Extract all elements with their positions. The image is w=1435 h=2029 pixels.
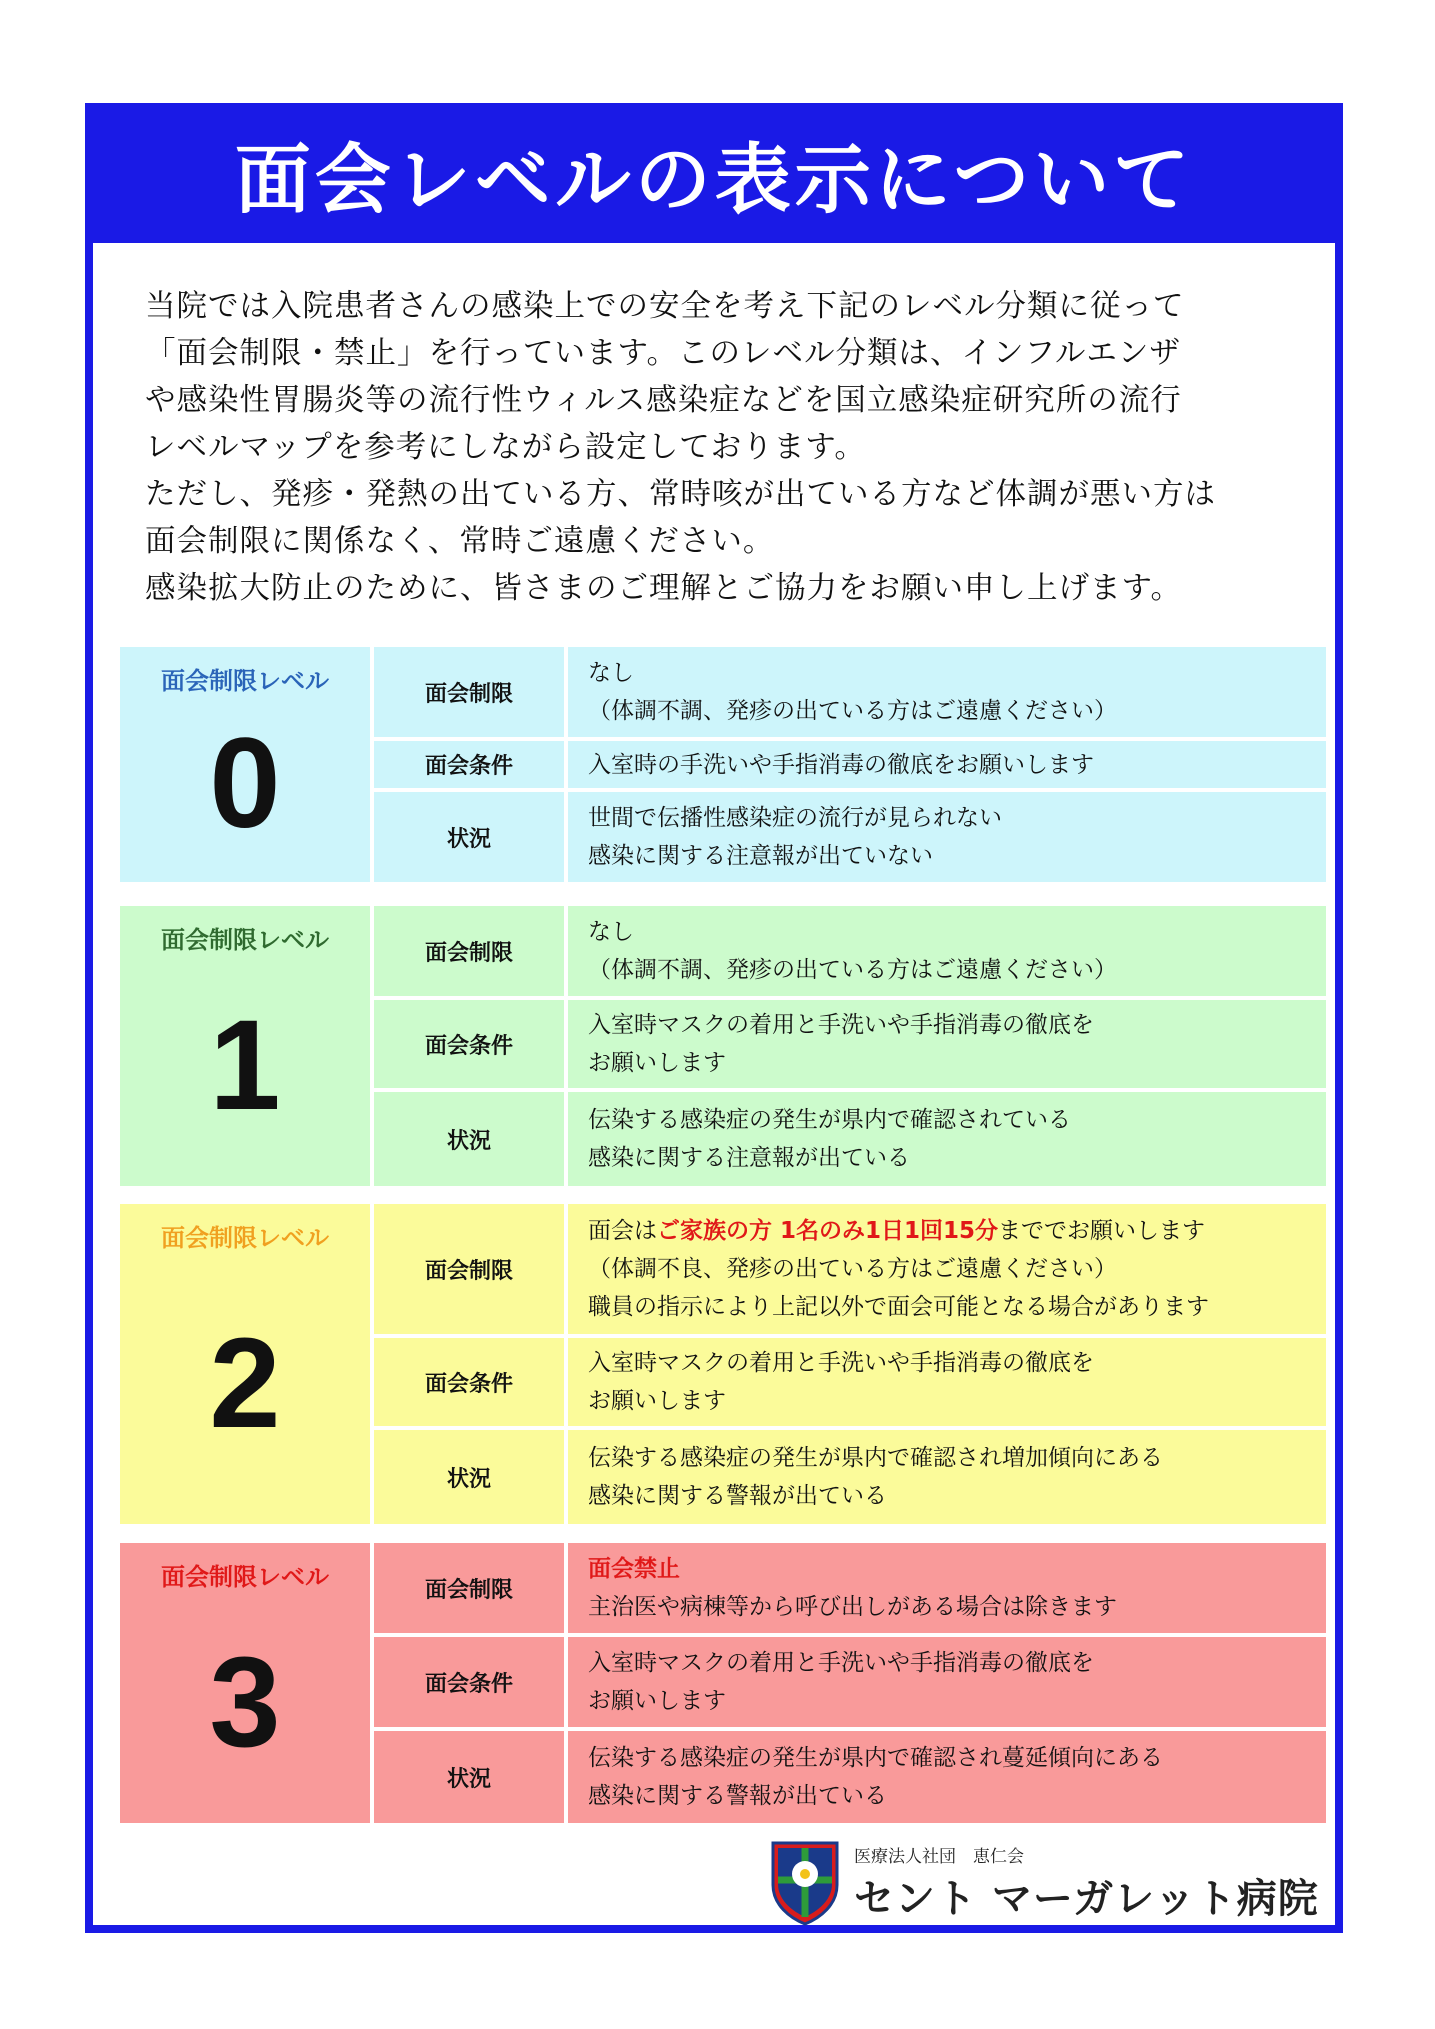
row-content xyxy=(568,1000,1326,1088)
row-content xyxy=(568,1204,1326,1334)
row-heading: 面会制限 xyxy=(374,647,564,737)
level-label: 面会制限レベル xyxy=(161,667,329,695)
content-line: 感染に関する注意報が出ている xyxy=(588,1145,910,1171)
content-line: （体調不調、発疹の出ている方はご遠慮ください） xyxy=(588,957,1117,983)
content-line: 感染に関する警報が出ている xyxy=(588,1783,887,1809)
content-line: 伝染する感染症の発生が県内で確認されている xyxy=(588,1107,1071,1133)
row-heading: 面会制限 xyxy=(374,1543,564,1633)
row-content xyxy=(568,1731,1326,1823)
restriction-row xyxy=(374,906,1326,996)
row-heading: 面会条件 xyxy=(374,1637,564,1727)
row-content xyxy=(568,1543,1326,1633)
status-row xyxy=(374,1430,1326,1524)
level-0-header xyxy=(120,647,370,882)
row-content xyxy=(568,792,1326,882)
content-line xyxy=(588,1212,1318,1250)
status-row xyxy=(374,1731,1326,1823)
row-heading: 状況 xyxy=(374,1731,564,1823)
row-heading: 状況 xyxy=(374,1430,564,1524)
level-number: 1 xyxy=(209,993,281,1137)
status-row xyxy=(374,792,1326,882)
level-number: 3 xyxy=(209,1630,281,1774)
content-line: 世間で伝播性感染症の流行が見られない xyxy=(588,805,1002,831)
content-line: お願いします xyxy=(588,1050,726,1076)
intro-line: 「面会制限・禁止」を行っています。このレベル分類は、インフルエンザ xyxy=(145,336,1181,371)
row-heading: 面会条件 xyxy=(374,1000,564,1088)
intro-line: 面会制限に関係なく、常時ご遠慮ください。 xyxy=(145,524,775,559)
row-heading: 面会制限 xyxy=(374,1204,564,1334)
row-heading: 状況 xyxy=(374,1092,564,1186)
level-number: 0 xyxy=(209,712,281,855)
row-content xyxy=(568,906,1326,996)
content-line: 入室時マスクの着用と手洗いや手指消毒の徹底を xyxy=(588,1012,1094,1038)
level-2-rows xyxy=(374,1204,1326,1524)
level-label: 面会制限レベル xyxy=(161,1563,329,1591)
corporation-name: 医療法人社団 恵仁会 xyxy=(854,1847,1024,1867)
row-heading: 状況 xyxy=(374,792,564,882)
content-line: なし xyxy=(588,660,634,686)
title-bar xyxy=(85,103,1343,243)
restriction-row xyxy=(374,1204,1326,1334)
content-line: お願いします xyxy=(588,1388,726,1414)
intro-line: ただし、発疹・発熱の出ている方、常時咳が出ている方など体調が悪い方は xyxy=(145,477,1216,512)
level-3-header xyxy=(120,1543,370,1823)
content-line: 感染に関する注意報が出ていない xyxy=(588,843,933,869)
content-line: 入室時の手洗いや手指消毒の徹底をお願いします xyxy=(588,751,1094,778)
restriction-row xyxy=(374,1543,1326,1633)
level-2-header xyxy=(120,1204,370,1524)
condition-row xyxy=(374,1338,1326,1426)
level-2-block xyxy=(120,1204,1326,1524)
intro-line: 当院では入院患者さんの感染上での安全を考え下記のレベル分類に従って xyxy=(145,289,1185,324)
row-content xyxy=(568,1637,1326,1727)
level-3-rows xyxy=(374,1543,1326,1823)
intro-line: や感染性胃腸炎等の流行性ウィルス感染症などを国立感染症研究所の流行 xyxy=(145,383,1182,418)
emphasis-text: 面会禁止 xyxy=(588,1556,680,1582)
intro-text xyxy=(145,283,1305,612)
intro-line: レベルマップを参考にしながら設定しております。 xyxy=(145,430,866,465)
row-content xyxy=(568,1338,1326,1426)
hospital-footer xyxy=(770,1840,1319,1926)
condition-row xyxy=(374,1637,1326,1727)
condition-row xyxy=(374,741,1326,788)
content-text: 面会は xyxy=(588,1218,657,1244)
row-heading: 面会条件 xyxy=(374,741,564,788)
restriction-row xyxy=(374,647,1326,737)
row-content xyxy=(568,647,1326,737)
level-label: 面会制限レベル xyxy=(161,1224,329,1252)
page-title: 面会レベルの表示について xyxy=(234,134,1194,224)
row-content xyxy=(568,1092,1326,1186)
level-3-block xyxy=(120,1543,1326,1823)
row-heading: 面会条件 xyxy=(374,1338,564,1426)
level-number: 2 xyxy=(209,1311,281,1455)
row-content xyxy=(568,741,1326,788)
level-label: 面会制限レベル xyxy=(161,926,329,954)
hospital-crest-icon xyxy=(770,1840,840,1926)
intro-line: 感染拡大防止のために、皆さまのご理解とご協力をお願い申し上げます。 xyxy=(145,571,1183,606)
condition-row xyxy=(374,1000,1326,1088)
content-line: 入室時マスクの着用と手洗いや手指消毒の徹底を xyxy=(588,1350,1094,1376)
hospital-name: セント マーガレット病院 xyxy=(854,1876,1319,1922)
content-line: 入室時マスクの着用と手洗いや手指消毒の徹底を xyxy=(588,1650,1094,1676)
content-line: （体調不調、発疹の出ている方はご遠慮ください） xyxy=(588,698,1117,724)
content-line: なし xyxy=(588,919,634,945)
hospital-name-block xyxy=(854,1842,1319,1924)
content-line: （体調不良、発疹の出ている方はご遠慮ください） xyxy=(588,1256,1117,1282)
level-0-rows xyxy=(374,647,1326,882)
content-line: 伝染する感染症の発生が県内で確認され増加傾向にある xyxy=(588,1445,1163,1471)
emphasis-text: ご家族の方 1名のみ1日1回15分 xyxy=(657,1218,999,1244)
content-text: まででお願いします xyxy=(998,1218,1206,1244)
row-content xyxy=(568,1430,1326,1524)
row-heading: 面会制限 xyxy=(374,906,564,996)
content-line: 感染に関する警報が出ている xyxy=(588,1483,887,1509)
level-0-block xyxy=(120,647,1326,882)
content-line: 主治医や病棟等から呼び出しがある場合は除きます xyxy=(588,1594,1117,1620)
status-row xyxy=(374,1092,1326,1186)
content-line: お願いします xyxy=(588,1688,726,1714)
content-line: 伝染する感染症の発生が県内で確認され蔓延傾向にある xyxy=(588,1745,1163,1771)
level-1-block xyxy=(120,906,1326,1186)
level-1-header xyxy=(120,906,370,1186)
content-line: 職員の指示により上記以外で面会可能となる場合があります xyxy=(588,1294,1209,1320)
level-1-rows xyxy=(374,906,1326,1186)
